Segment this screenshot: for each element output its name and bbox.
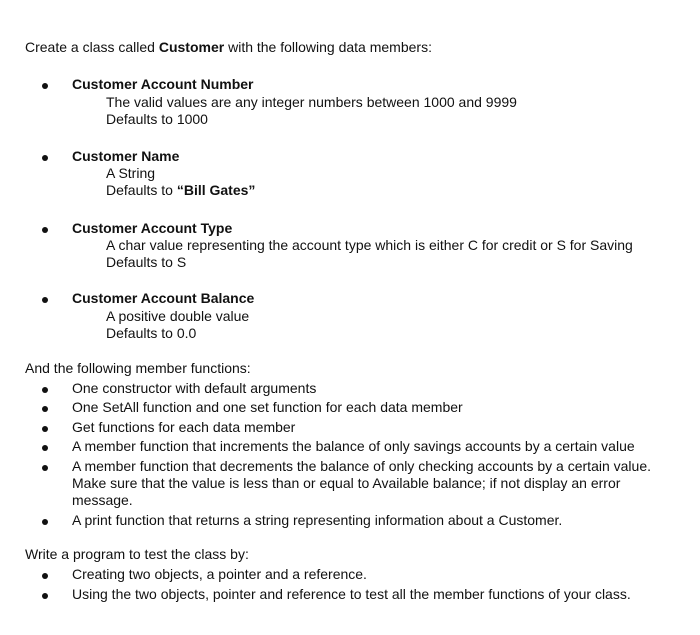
functions-heading: And the following member functions: bbox=[25, 360, 251, 376]
test-heading: Write a program to test the class by: bbox=[25, 546, 249, 562]
intro-prefix: Create a class called bbox=[25, 39, 159, 55]
bullet-icon bbox=[42, 573, 48, 579]
default-value: “Bill Gates” bbox=[176, 182, 256, 198]
function-item: A member function that decrements the balance of only checking accounts by a certain value. bbox=[72, 458, 651, 474]
test-item: Using the two objects, pointer and reference to test all the member functions of your class. bbox=[72, 586, 631, 602]
function-item-continued: Make sure that the value is less than or equal to Available balance; if not display an error bbox=[72, 475, 621, 491]
bullet-icon bbox=[42, 83, 48, 89]
member-detail-default bbox=[106, 182, 255, 199]
bullet-icon bbox=[42, 519, 48, 525]
member-detail: A char value representing the account type which is either C for credit or S for Saving bbox=[106, 237, 633, 253]
intro-text bbox=[25, 39, 432, 56]
member-detail: Defaults to 1000 bbox=[106, 111, 208, 127]
bullet-icon bbox=[42, 227, 48, 233]
bullet-icon bbox=[42, 297, 48, 303]
member-title-account-number: Customer Account Number bbox=[72, 76, 254, 92]
function-item: One constructor with default arguments bbox=[72, 380, 317, 396]
member-detail: A String bbox=[106, 165, 156, 181]
bullet-icon bbox=[42, 465, 48, 471]
member-title-customer-name: Customer Name bbox=[72, 148, 180, 164]
bullet-icon bbox=[42, 593, 48, 599]
function-item: One SetAll function and one set function for each data member bbox=[72, 399, 463, 415]
member-title-account-type: Customer Account Type bbox=[72, 220, 233, 236]
function-item: A print function that returns a string representing information about a Customer. bbox=[72, 512, 563, 528]
member-detail: The valid values are any integer numbers between 1000 and 9999 bbox=[106, 94, 517, 110]
function-item-continued: message. bbox=[72, 492, 133, 508]
bullet-icon bbox=[42, 387, 48, 393]
function-item: A member function that increments the balance of only savings accounts by a certain value bbox=[72, 438, 635, 454]
bullet-icon bbox=[42, 406, 48, 412]
intro-suffix: with the following data members: bbox=[224, 39, 432, 55]
default-prefix: Defaults to bbox=[106, 182, 177, 198]
bullet-icon bbox=[42, 445, 48, 451]
class-name: Customer bbox=[158, 39, 225, 55]
bullet-icon bbox=[42, 155, 48, 161]
member-title-account-balance: Customer Account Balance bbox=[72, 290, 255, 306]
bullet-icon bbox=[42, 426, 48, 432]
member-detail: Defaults to 0.0 bbox=[106, 325, 197, 341]
member-detail: A positive double value bbox=[106, 308, 250, 324]
test-item: Creating two objects, a pointer and a reference. bbox=[72, 566, 367, 582]
member-detail: Defaults to S bbox=[106, 254, 187, 270]
function-item: Get functions for each data member bbox=[72, 419, 296, 435]
